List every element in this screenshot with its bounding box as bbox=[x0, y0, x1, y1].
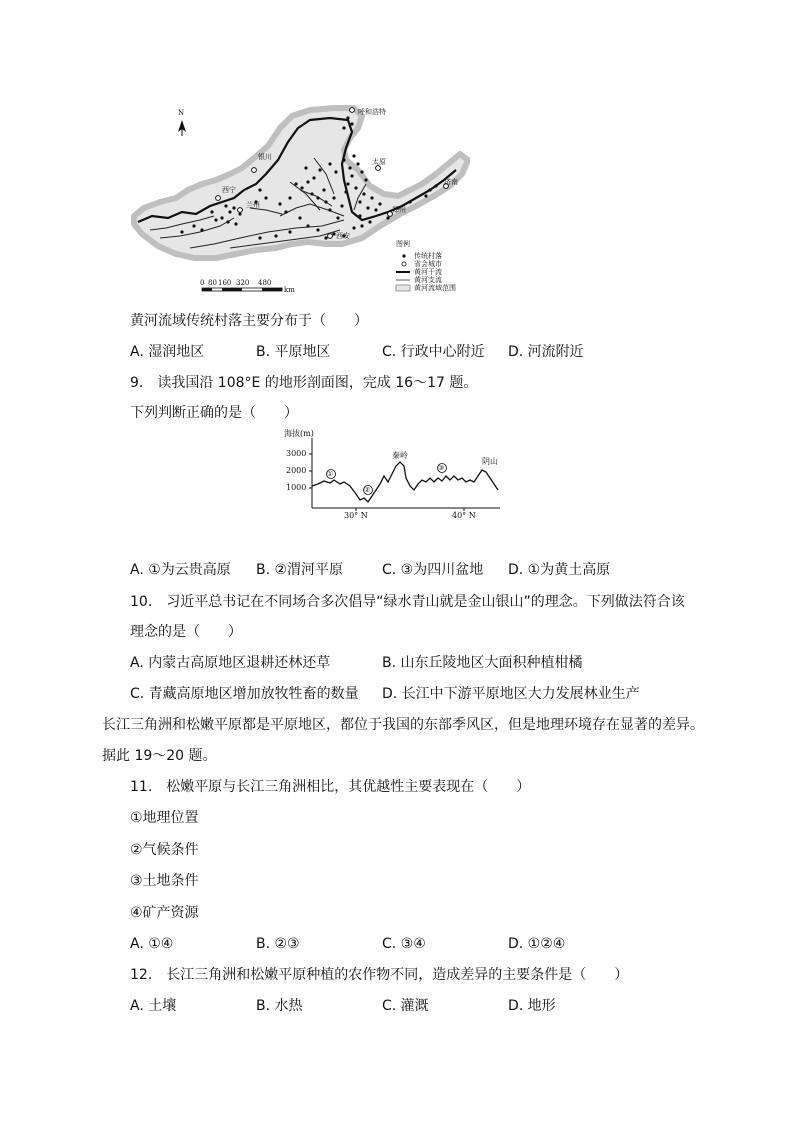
yellow-river-map bbox=[130, 98, 470, 300]
legend-symbols bbox=[396, 254, 410, 291]
q10-stem-line2: 理念的是（ ） bbox=[130, 624, 242, 640]
profile-label-qinling: 秦岭 bbox=[392, 451, 408, 460]
q9-option-c[interactable]: C. ③为四川盆地 bbox=[382, 562, 484, 578]
city-label-yinchuan: 银川 bbox=[258, 153, 272, 161]
q9-option-b[interactable]: B. ②渭河平原 bbox=[256, 562, 344, 578]
passage-line2: 据此 19～20 题。 bbox=[102, 748, 217, 764]
profile-curve bbox=[312, 462, 498, 502]
q9-option-d[interactable]: D. ①为黄土高原 bbox=[508, 562, 611, 578]
profile-ylabel: 海拔(m) bbox=[284, 429, 314, 438]
profile-label-3: ③ bbox=[438, 464, 445, 472]
scale-unit: km bbox=[284, 286, 295, 294]
city-label-xian: 西安 bbox=[336, 232, 350, 240]
profile-xtick-40n: 40° N bbox=[452, 511, 476, 520]
city-label-hohhot: 呼和浩特 bbox=[358, 108, 386, 116]
q12-option-c[interactable]: C. 灌溉 bbox=[382, 998, 429, 1014]
q11-option-b[interactable]: B. ②③ bbox=[256, 936, 300, 952]
q12-option-b[interactable]: B. 水热 bbox=[256, 998, 303, 1014]
q11-option-c[interactable]: C. ③④ bbox=[382, 936, 426, 952]
q9-stem: 9. 读我国沿 108°E 的地形剖面图，完成 16～17 题。 bbox=[130, 375, 478, 391]
q10-option-d[interactable]: D. 长江中下游平原地区大力发展林业生产 bbox=[382, 686, 640, 702]
village-question-stem: 黄河流域传统村落主要分布于（ ） bbox=[130, 313, 368, 329]
q11-item-3: ③土地条件 bbox=[130, 873, 199, 889]
q12-option-d[interactable]: D. 地形 bbox=[508, 998, 556, 1014]
profile-label-yinshan: 阴山 bbox=[482, 457, 498, 466]
scale-tick-160: 160 bbox=[218, 279, 232, 287]
legend-item-capital: 省会城市 bbox=[414, 260, 442, 268]
q9-option-a[interactable]: A. ①为云贵高原 bbox=[130, 562, 231, 578]
profile-graphic bbox=[284, 426, 506, 522]
q12-option-a[interactable]: A. 土壤 bbox=[130, 998, 177, 1014]
legend-item-village: 传统村落 bbox=[414, 252, 442, 260]
city-label-lanzhou: 兰州 bbox=[246, 201, 260, 209]
city-label-taiyuan: 太原 bbox=[372, 158, 386, 166]
legend-item-basin: 黄河流域范围 bbox=[414, 284, 456, 292]
q10-option-b[interactable]: B. 山东丘陵地区大面积种植柑橘 bbox=[382, 655, 583, 671]
legend-title: 图例 bbox=[396, 240, 410, 248]
north-arrow bbox=[178, 120, 186, 136]
q9-subquestion: 下列判断正确的是（ ） bbox=[130, 405, 298, 421]
north-label: N bbox=[178, 109, 185, 117]
legend-item-main-stream: 黄河干流 bbox=[414, 268, 442, 276]
q11-stem: 11. 松嫩平原与长江三角洲相比，其优越性主要表现在（ ） bbox=[130, 779, 531, 795]
village-option-b[interactable]: B. 平原地区 bbox=[256, 344, 331, 360]
village-option-d[interactable]: D. 河流附近 bbox=[508, 344, 584, 360]
scale-tick-320: 320 bbox=[236, 279, 250, 287]
q10-option-a[interactable]: A. 内蒙古高原地区退耕还林还草 bbox=[130, 655, 331, 671]
q11-item-4: ④矿产资源 bbox=[130, 905, 199, 921]
village-option-a[interactable]: A. 湿润地区 bbox=[130, 344, 205, 360]
q11-item-2: ②气候条件 bbox=[130, 842, 199, 858]
profile-label-2: ② bbox=[364, 486, 371, 494]
passage-line1: 长江三角洲和松嫩平原都是平原地区，都位于我国的东部季风区，但是地理环境存在显著的差异。 bbox=[102, 717, 704, 733]
q11-option-d[interactable]: D. ①②④ bbox=[508, 936, 566, 952]
q10-stem-line1: 10. 习近平总书记在不同场合多次倡导“绿水青山就是金山银山”的理念。下列做法符合该 bbox=[130, 594, 685, 610]
q11-item-1: ①地理位置 bbox=[130, 810, 199, 826]
city-label-zhengzhou: 郑州 bbox=[392, 206, 406, 214]
village-option-c[interactable]: C. 行政中心附近 bbox=[382, 344, 485, 360]
legend-item-tributary: 黄河支流 bbox=[414, 276, 442, 284]
city-label-xining: 西宁 bbox=[222, 186, 236, 194]
profile-label-1: ① bbox=[327, 470, 334, 478]
profile-xtick-30n: 30° N bbox=[344, 511, 368, 520]
scale-tick-80: 80 bbox=[208, 279, 217, 287]
profile-ytick-2000: 2000 bbox=[286, 466, 307, 475]
scale-bar-graphic bbox=[202, 288, 282, 291]
scale-tick-480: 480 bbox=[258, 279, 272, 287]
profile-ytick-1000: 1000 bbox=[286, 483, 307, 492]
q12-stem: 12. 长江三角洲和松嫩平原种植的农作物不同，造成差异的主要条件是（ ） bbox=[130, 967, 629, 983]
q10-option-c[interactable]: C. 青藏高原地区增加放牧牲畜的数量 bbox=[130, 686, 359, 702]
q11-option-a[interactable]: A. ①④ bbox=[130, 936, 174, 952]
scale-tick-0: 0 bbox=[200, 279, 205, 287]
profile-ytick-3000: 3000 bbox=[286, 449, 307, 458]
city-label-jinan: 济南 bbox=[444, 178, 458, 186]
terrain-profile bbox=[284, 426, 506, 522]
